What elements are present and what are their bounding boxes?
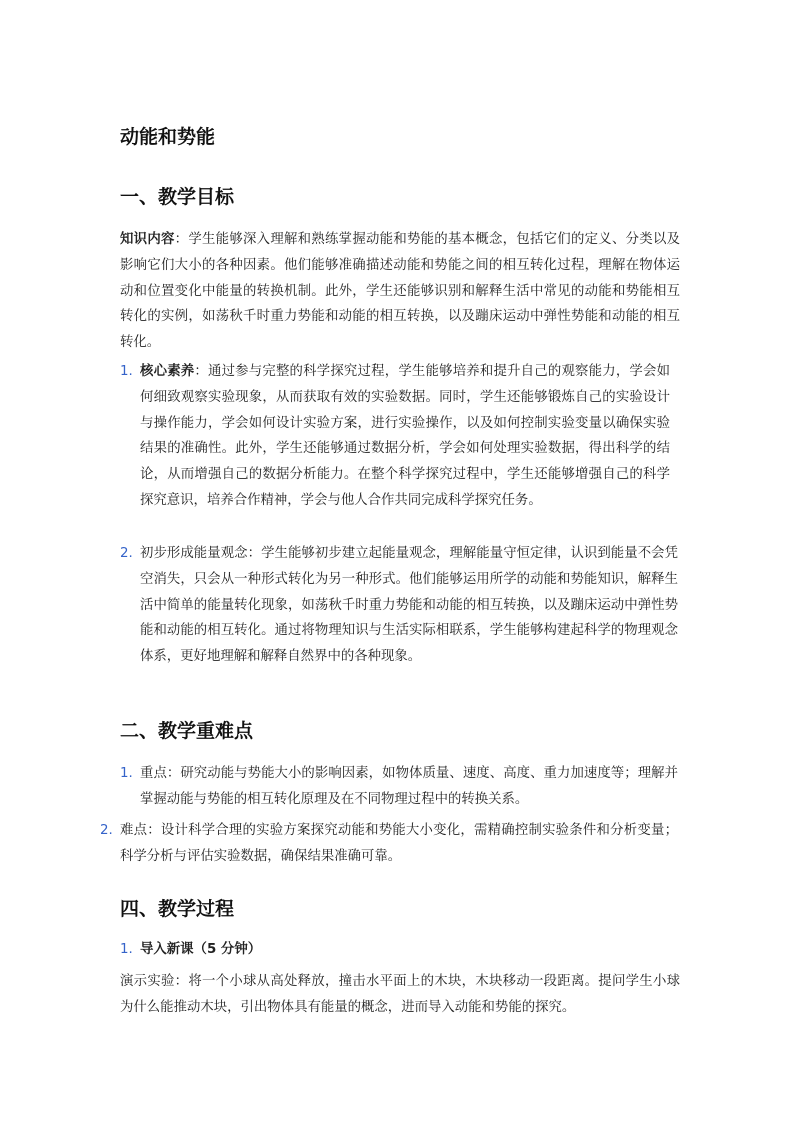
list-number: 1. (120, 364, 133, 379)
list-item-key-point (120, 761, 678, 813)
core-literacy-label: 核心素养 (140, 364, 195, 379)
intro-step-label: 导入新课（5 分钟） (140, 942, 262, 957)
section-heading-goals: 一、教学目标 (120, 186, 235, 208)
list-item-energy-concept (120, 541, 678, 670)
list-number: 2. (100, 823, 113, 838)
intro-step-paragraph: 演示实验：将一个小球从高处释放，撞击水平面上的木块，木块移动一段距离。提问学生小球为什么能推动木块，引出物体具有能量的概念，进而导入动能和势能的探究。 (120, 974, 680, 1015)
energy-concept-text: 初步形成能量观念：学生能够初步建立起能量观念，理解能量守恒定律，认识到能量不会凭空消失，只会从一种形式转化为另一种形式。他们能够运用所学的动能和势能知识，解释生活中简单的能量转化现象，如荡秋千时重力势能和动能的相互转换，以及蹦床运动中弹性势能和动能的相互转化。通过将物理知识与生活实际相联系，学生能够构建起科学的物理观念体系，更好地理解和解释自然界中的各种现象。 (140, 546, 678, 665)
key-point-text: 重点：研究动能与势能大小的影响因素，如物体质量、速度、高度、重力加速度等；理解并掌握动能与势能的相互转化原理及在不同物理过程中的转换关系。 (140, 766, 678, 807)
list-item-core-literacy (120, 359, 670, 514)
section-heading-key-points: 二、教学重难点 (120, 720, 254, 742)
list-number: 1. (120, 766, 133, 781)
core-literacy-text: ：通过参与完整的科学探究过程，学生能够培养和提升自己的观察能力，学会如何细致观察实验现象，从而获取有效的实验数据。同时，学生还能够锻炼自己的实验设计与操作能力，学会如何设计实验方案，进行实验操作，以及如何控制实验变量以确保实验结果的准确性。此外，学生还能够通过数据分析，学会如何处理实验数据，得出科学的结论，从而增强自己的数据分析能力。在整个科学探究过程中，学生还能够增强自己的科学探究意识，培养合作精神，学会与他人合作共同完成科学探究任务。 (140, 364, 671, 508)
knowledge-label: 知识内容 (120, 232, 175, 247)
section-heading-process: 四、教学过程 (120, 898, 235, 920)
list-number: 2. (120, 546, 133, 561)
list-number: 1. (120, 942, 133, 957)
knowledge-text: ：学生能够深入理解和熟练掌握动能和势能的基本概念，包括它们的定义、分类以及影响它们大小的各种因素。他们能够准确描述动能和势能之间的相互转化过程，理解在物体运动和位置变化中能量的转换机制。此外，学生还能够识别和解释生活中常见的动能和势能相互转化的实例，如荡秋千时重力势能和动能的相互转换，以及蹦床运动中弹性势能和动能的相互转化。 (120, 232, 681, 351)
list-item-intro-step (120, 937, 678, 963)
difficulty-text: 难点：设计科学合理的实验方案探究动能和势能大小变化，需精确控制实验条件和分析变量；科学分析与评估实验数据，确保结果准确可靠。 (120, 823, 678, 864)
page-title: 动能和势能 (120, 126, 216, 148)
list-item-difficulty (100, 818, 678, 870)
knowledge-paragraph (120, 227, 680, 356)
